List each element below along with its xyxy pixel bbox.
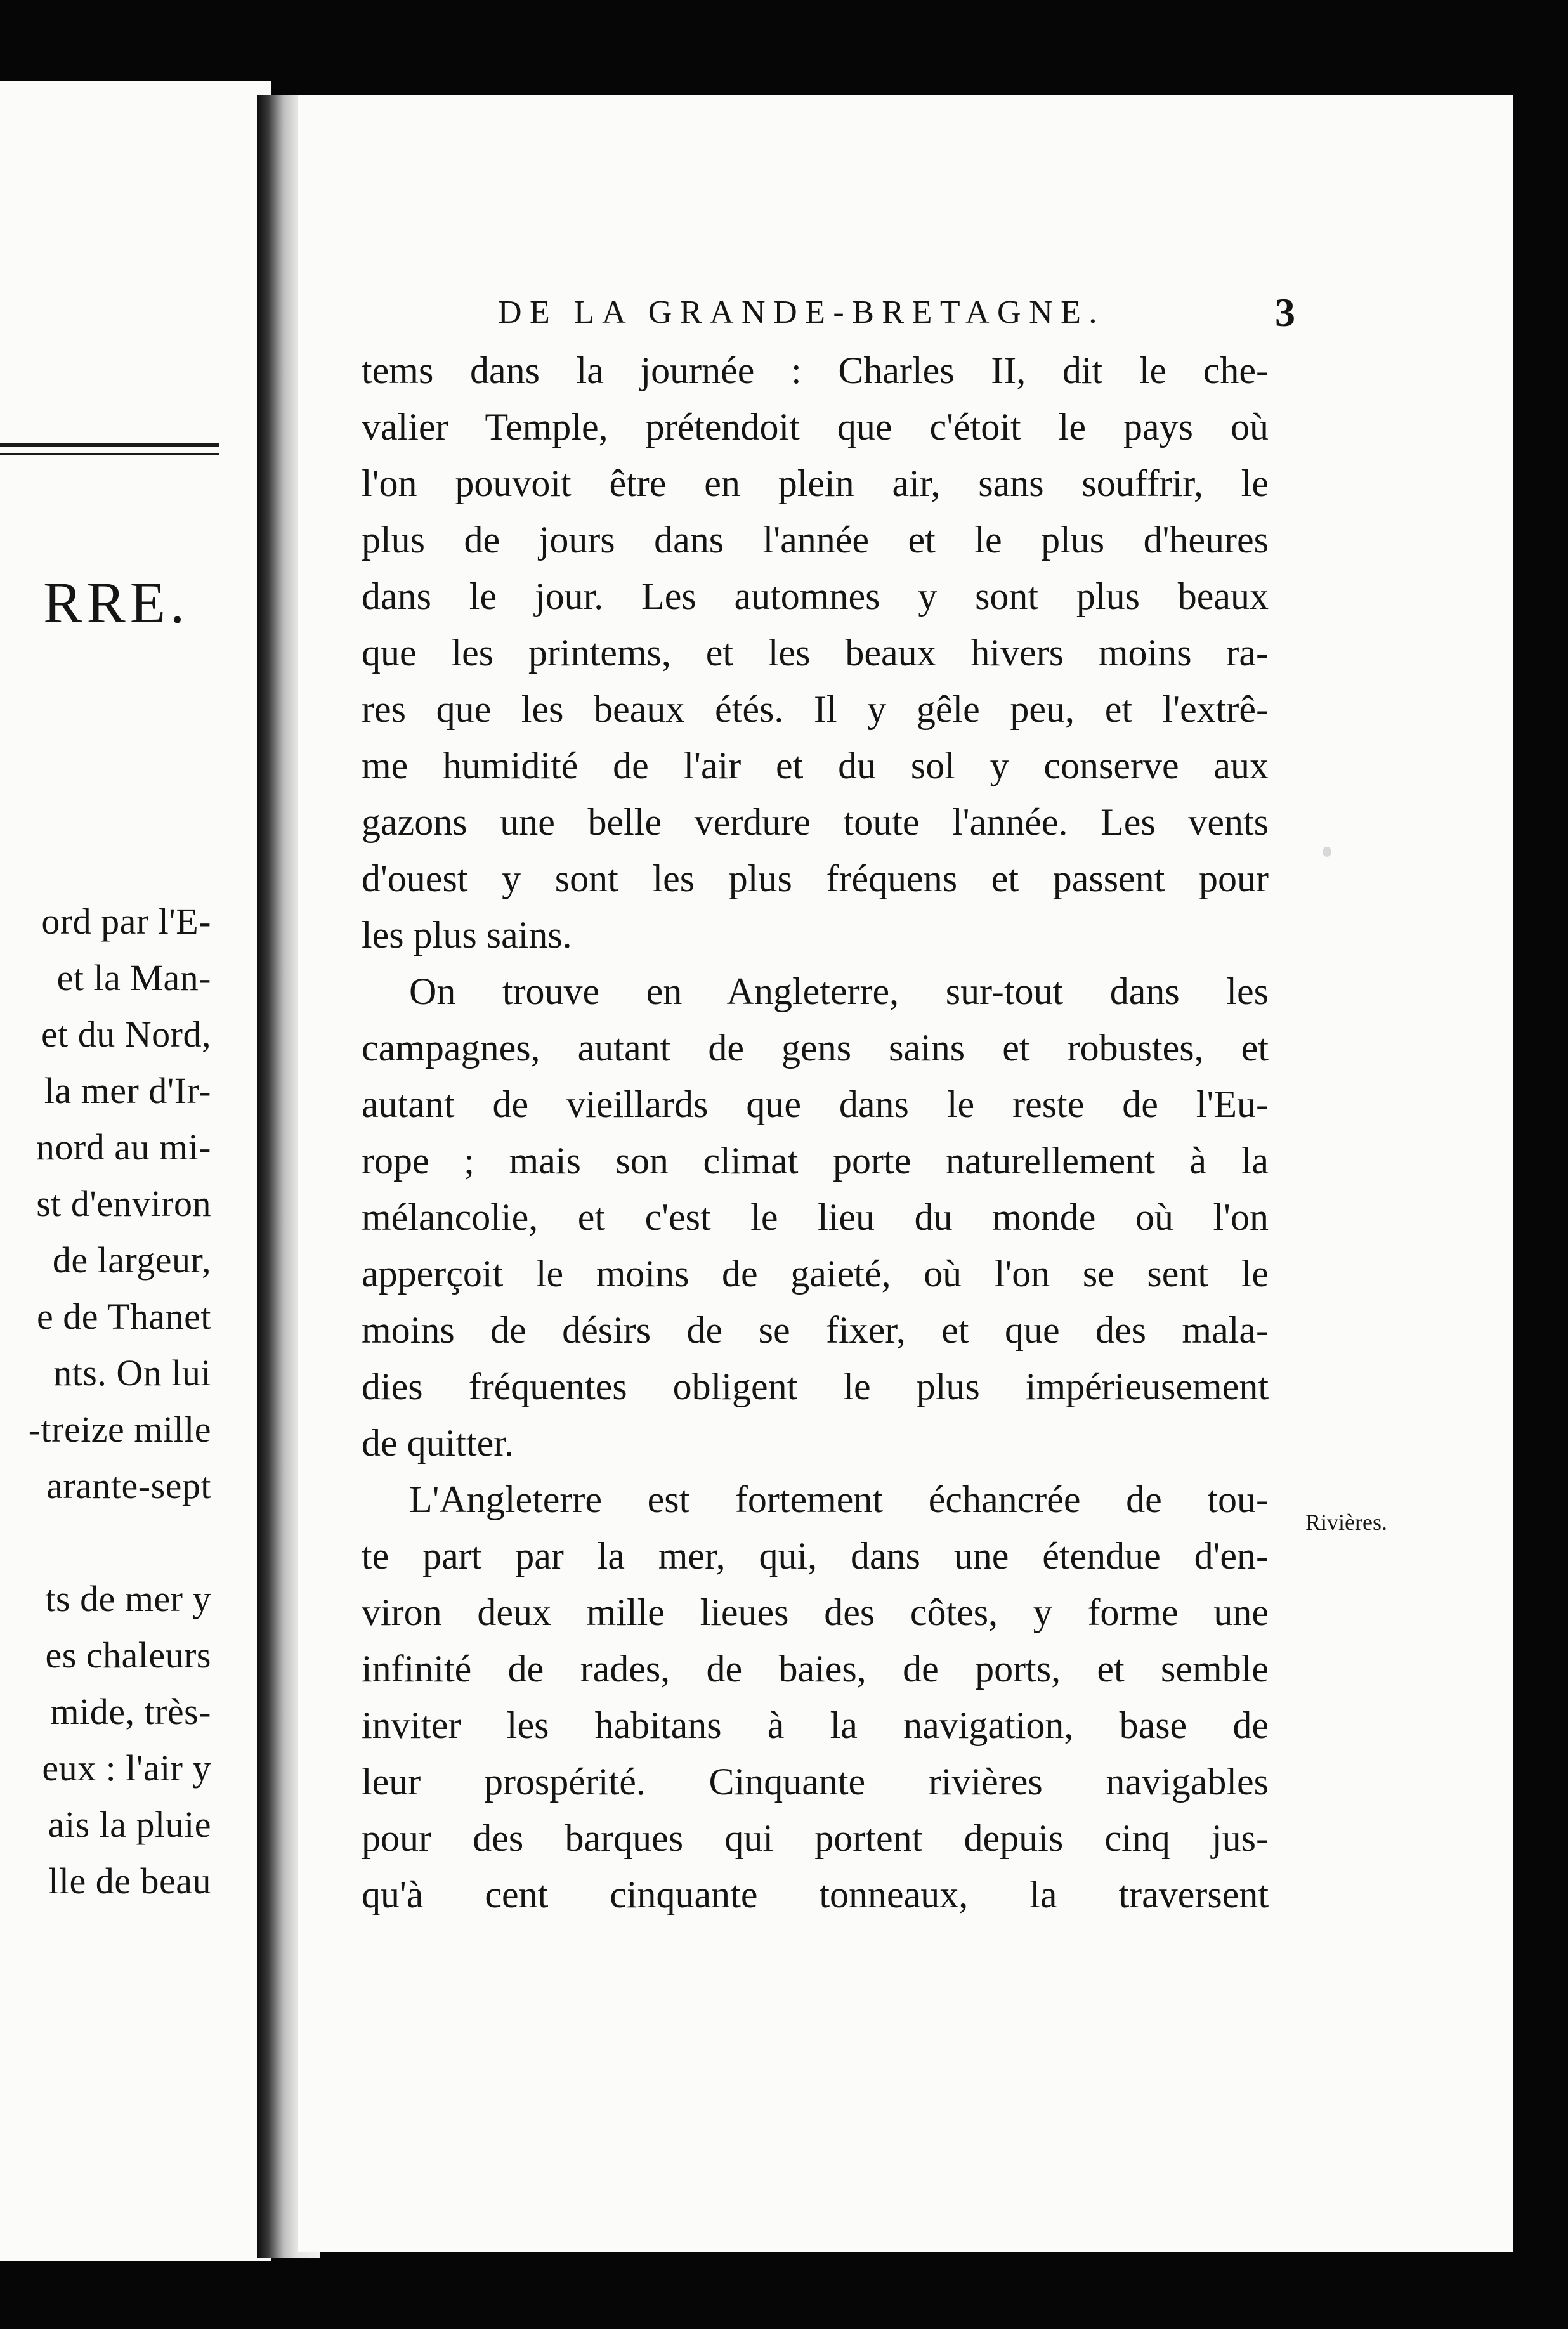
paragraph-2 — [362, 963, 1269, 1471]
left-text-column — [0, 893, 211, 1909]
text-line: dans le jour. Les automnes y sont plus beaux — [362, 575, 1269, 617]
text-line: pour des barques qui portent depuis cinq jus- — [362, 1817, 1269, 1859]
left-line: es chaleurs — [45, 1634, 211, 1676]
text-line: moins de désirs de se fixer, et que des mala- — [362, 1309, 1269, 1351]
running-head — [498, 285, 1513, 340]
text-line: res que les beaux étés. Il y gêle peu, et l'extrê- — [362, 688, 1269, 730]
text-line: te part par la mer, qui, dans une étendue d'en- — [362, 1535, 1269, 1577]
left-line: mide, très- — [50, 1691, 211, 1732]
text-line: me humidité de l'air et du sol y conserve aux — [362, 745, 1269, 786]
text-line: qu'à cent cinquante tonneaux, la traversent — [362, 1874, 1269, 1915]
left-line: nts. On lui — [53, 1352, 211, 1393]
left-line: et la Man- — [56, 957, 211, 998]
text-line: On trouve en Angleterre, sur-tout dans les — [409, 970, 1269, 1012]
left-page — [0, 81, 271, 2260]
left-line: ts de mer y — [45, 1578, 211, 1619]
text-line: de quitter. — [362, 1422, 514, 1464]
text-line: L'Angleterre est fortement échancrée de tou- — [409, 1478, 1269, 1520]
left-line: ord par l'E- — [41, 901, 211, 942]
text-line: que les printems, et les beaux hivers moins ra- — [362, 632, 1269, 674]
left-line: lle de beau — [48, 1860, 211, 1902]
left-line: la mer d'Ir- — [44, 1070, 211, 1111]
text-line: d'ouest y sont les plus fréquens et passent pour — [362, 858, 1269, 899]
text-line: apperçoit le moins de gaieté, où l'on se sent le — [362, 1253, 1269, 1295]
left-chapter-heading: RRE. — [43, 570, 189, 635]
text-line: infinité de rades, de baies, de ports, et semble — [362, 1648, 1269, 1690]
double-rule-top — [0, 443, 219, 447]
page-number: 3 — [1275, 290, 1295, 335]
left-line-gap — [0, 1514, 211, 1570]
text-line: l'on pouvoit être en plein air, sans souffrir, le — [362, 462, 1269, 504]
left-line: ais la pluie — [48, 1804, 211, 1845]
left-line: de largeur, — [52, 1239, 211, 1281]
right-page — [298, 95, 1513, 2252]
text-line: inviter les habitans à la navigation, base de — [362, 1704, 1269, 1746]
paragraph-3 — [362, 1471, 1269, 1923]
text-line: plus de jours dans l'année et le plus d'heures — [362, 519, 1269, 561]
body-text — [362, 342, 1269, 1923]
text-line: autant de vieillards que dans le reste de l'Eu- — [362, 1083, 1269, 1125]
running-title: DE LA GRANDE-BRETAGNE. — [498, 294, 1105, 330]
left-line: st d'environ — [36, 1183, 211, 1224]
text-line: leur prospérité. Cinquante rivières navigables — [362, 1761, 1269, 1803]
text-line: gazons une belle verdure toute l'année. Les vents — [362, 801, 1269, 843]
left-line: arante-sept — [46, 1465, 211, 1506]
text-line: rope ; mais son climat porte naturellement à la — [362, 1140, 1269, 1182]
text-line: les plus sains. — [362, 914, 572, 956]
text-line: valier Temple, prétendoit que c'étoit le pays où — [362, 406, 1269, 448]
left-line: eux : l'air y — [42, 1747, 211, 1789]
text-line: mélancolie, et c'est le lieu du monde où l'on — [362, 1196, 1269, 1238]
paper-speck — [1323, 847, 1331, 857]
text-line: tems dans la journée : Charles II, dit le che- — [362, 349, 1269, 391]
left-line: nord au mi- — [36, 1126, 211, 1168]
left-line: e de Thanet — [37, 1296, 211, 1337]
paragraph-1 — [362, 342, 1269, 963]
left-line: -treize mille — [28, 1409, 211, 1450]
text-line: viron deux mille lieues des côtes, y forme une — [362, 1591, 1269, 1633]
text-line: campagnes, autant de gens sains et robustes, et — [362, 1027, 1269, 1069]
text-line: dies fréquentes obligent le plus impérieusement — [362, 1366, 1269, 1407]
margin-note: Rivières. — [1305, 1510, 1387, 1535]
double-rule-bottom — [0, 453, 219, 455]
left-line: et du Nord, — [41, 1014, 211, 1055]
